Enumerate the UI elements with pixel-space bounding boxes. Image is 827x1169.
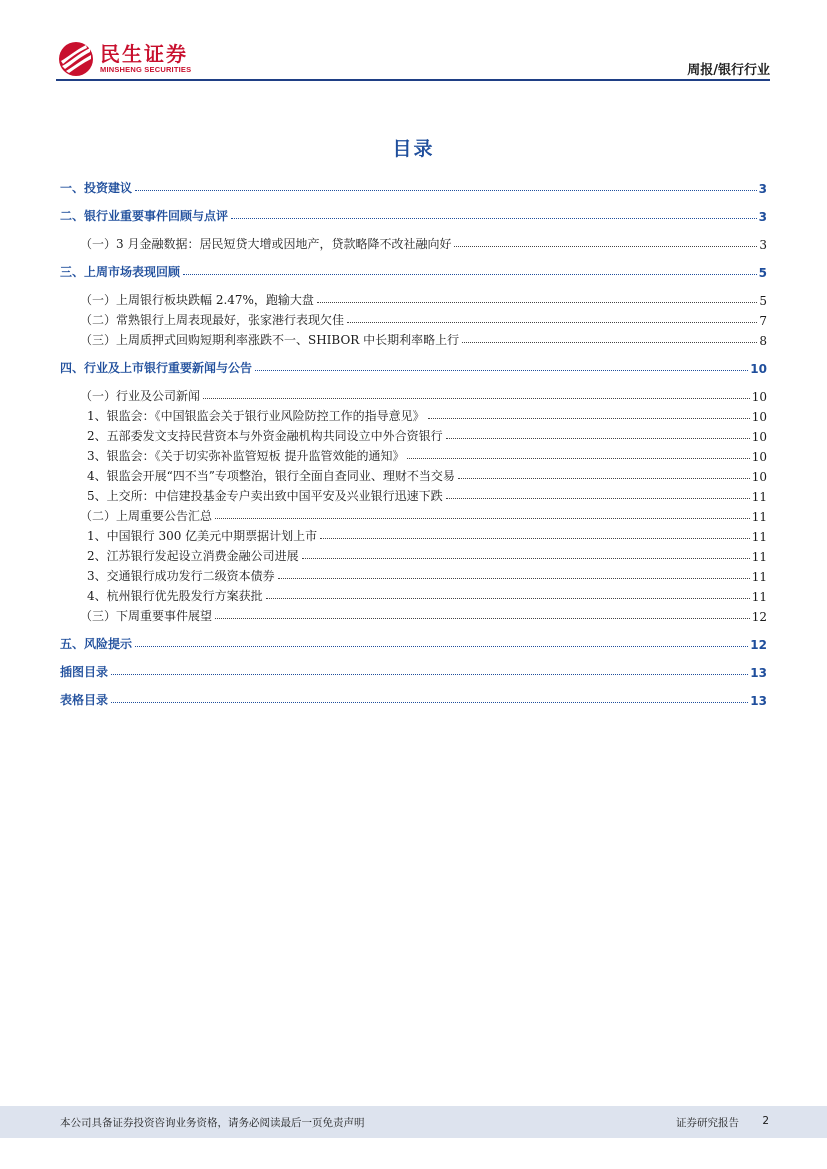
toc-entry-label: （二）上周重要公告汇总	[80, 509, 213, 523]
footer-disclaimer: 本公司具备证券投资咨询业务资格，请务必阅读最后一页免责声明	[60, 1117, 365, 1129]
toc-entry[interactable]	[60, 564, 767, 584]
page-title: 目录	[392, 138, 435, 160]
toc-entry-page: 10	[750, 362, 767, 376]
toc-entry-label: （一）上周银行板块跌幅 2.47%，跑输大盘	[80, 293, 314, 307]
toc-entry-label: （三）上周质押式回购短期利率涨跌不一、SHIBOR 中长期利率略上行	[80, 333, 460, 347]
toc-entry-label: 四、行业及上市银行重要新闻与公告	[60, 361, 253, 375]
toc-dot-leader	[454, 245, 757, 247]
toc-entry-page: 5	[758, 266, 767, 280]
minsheng-emblem-icon	[56, 40, 96, 78]
toc-entry-label: （二）常熟银行上周表现最好，张家港行表现欠佳	[80, 313, 345, 327]
toc-entry-label: 三、上周市场表现回顾	[60, 265, 181, 279]
toc-entry-label: 3、银监会：《关于切实弥补监管短板 提升监管效能的通知》	[87, 449, 405, 463]
toc-entry[interactable]	[60, 204, 767, 224]
toc-dot-leader	[278, 577, 750, 579]
toc-entry[interactable]	[60, 504, 767, 524]
toc-entry-page: 11	[751, 590, 767, 604]
logo-chinese-name: 民生证券	[100, 42, 188, 66]
toc-entry-label: （一）3 月金融数据：居民短贷大增或因地产，贷款略降不改社融向好	[80, 237, 452, 251]
toc-entry[interactable]	[60, 356, 767, 376]
toc-entry-page: 10	[751, 470, 767, 484]
toc-entry-page: 8	[759, 334, 767, 348]
toc-entry[interactable]	[60, 260, 767, 280]
toc-entry-page: 13	[750, 694, 767, 708]
toc-dot-leader	[428, 417, 750, 419]
toc-entry-page: 11	[751, 550, 767, 564]
toc-dot-leader	[302, 557, 750, 559]
toc-entry-page: 10	[751, 450, 767, 464]
toc-entry-page: 7	[759, 314, 767, 328]
toc-dot-leader	[446, 497, 750, 499]
header-divider	[56, 79, 770, 81]
toc-entry-page: 10	[751, 410, 767, 424]
page-footer	[0, 1106, 827, 1138]
toc-entry-label: （三）下周重要事件展望	[80, 609, 213, 623]
toc-entry-page: 12	[750, 638, 767, 652]
toc-entry-page: 12	[751, 610, 767, 624]
toc-dot-leader	[446, 437, 750, 439]
toc-entry-page: 11	[751, 530, 767, 544]
toc-entry[interactable]	[60, 232, 767, 252]
toc-entry[interactable]	[60, 544, 767, 564]
toc-entry-label: 5、上交所：中信建投基金专户卖出致中国平安及兴业银行迅速下跌	[87, 489, 443, 503]
toc-entry[interactable]	[60, 524, 767, 544]
toc-entry-page: 5	[759, 294, 767, 308]
logo-english-name: MINSHENG SECURITIES	[100, 65, 192, 74]
toc-entry[interactable]	[60, 632, 767, 652]
minsheng-logo	[56, 40, 191, 78]
toc-entry[interactable]	[60, 484, 767, 504]
toc-entry-label: 二、银行业重要事件回顾与点评	[60, 209, 229, 223]
document-type: 周报/银行行业	[687, 63, 770, 78]
toc-entry-page: 10	[751, 390, 767, 404]
toc-dot-leader	[215, 617, 750, 619]
toc-dot-leader	[462, 341, 757, 343]
toc-dot-leader	[111, 673, 748, 675]
footer-page-number: 2	[762, 1115, 769, 1127]
toc-entry-page: 11	[751, 510, 767, 524]
toc-entry-label: 表格目录	[60, 693, 109, 707]
toc-dot-leader	[320, 537, 750, 539]
toc-entry[interactable]	[60, 308, 767, 328]
toc-entry-page: 3	[759, 238, 767, 252]
toc-entry[interactable]	[60, 584, 767, 604]
toc-entry[interactable]	[60, 424, 767, 444]
toc-entry[interactable]	[60, 288, 767, 308]
page-header	[56, 40, 770, 78]
toc-dot-leader	[266, 597, 750, 599]
toc-entry[interactable]	[60, 444, 767, 464]
toc-entry-page: 3	[758, 210, 767, 224]
toc-entry-label: 1、中国银行 300 亿美元中期票据计划上市	[87, 529, 318, 543]
toc-entry-page: 11	[751, 490, 767, 504]
toc-dot-leader	[407, 457, 749, 459]
toc-entry-label: （一）行业及公司新闻	[80, 389, 201, 403]
toc-dot-leader	[255, 369, 748, 371]
toc-dot-leader	[231, 217, 757, 219]
toc-entry-label: 1、银监会：《中国银监会关于银行业风险防控工作的指导意见》	[87, 409, 425, 423]
toc-entry[interactable]	[60, 660, 767, 680]
toc-dot-leader	[458, 477, 750, 479]
toc-dot-leader	[203, 397, 750, 399]
toc-entry-label: 插图目录	[60, 665, 109, 679]
toc-entry[interactable]	[60, 328, 767, 348]
toc-entry-label: 五、风险提示	[60, 637, 133, 651]
toc-dot-leader	[347, 321, 757, 323]
toc-entry[interactable]	[60, 404, 767, 424]
toc-entry-label: 3、交通银行成功发行二级资本债券	[87, 569, 275, 583]
toc-dot-leader	[111, 701, 748, 703]
toc-entry[interactable]	[60, 176, 767, 196]
toc-entry-label: 一、投资建议	[60, 181, 133, 195]
toc-entry-label: 4、银监会开展“四不当”专项整治，银行全面自查同业、理财不当交易	[87, 469, 455, 483]
toc-dot-leader	[215, 517, 750, 519]
toc-dot-leader	[317, 301, 757, 303]
toc-entry-page: 10	[751, 430, 767, 444]
toc-entry-label: 2、五部委发文支持民营资本与外资金融机构共同设立中外合资银行	[87, 429, 443, 443]
toc-entry[interactable]	[60, 604, 767, 624]
toc-dot-leader	[135, 189, 757, 191]
toc-entry-label: 2、江苏银行发起设立消费金融公司进展	[87, 549, 299, 563]
toc-entry[interactable]	[60, 384, 767, 404]
toc-entry-page: 11	[751, 570, 767, 584]
toc-entry-label: 4、杭州银行优先股发行方案获批	[87, 589, 263, 603]
toc-entry[interactable]	[60, 688, 767, 708]
toc-entry-page: 13	[750, 666, 767, 680]
toc-dot-leader	[135, 645, 748, 647]
toc-entry-page: 3	[758, 182, 767, 196]
toc-entry[interactable]	[60, 464, 767, 484]
toc-dot-leader	[183, 273, 757, 275]
footer-report-type: 证券研究报告	[676, 1117, 739, 1129]
